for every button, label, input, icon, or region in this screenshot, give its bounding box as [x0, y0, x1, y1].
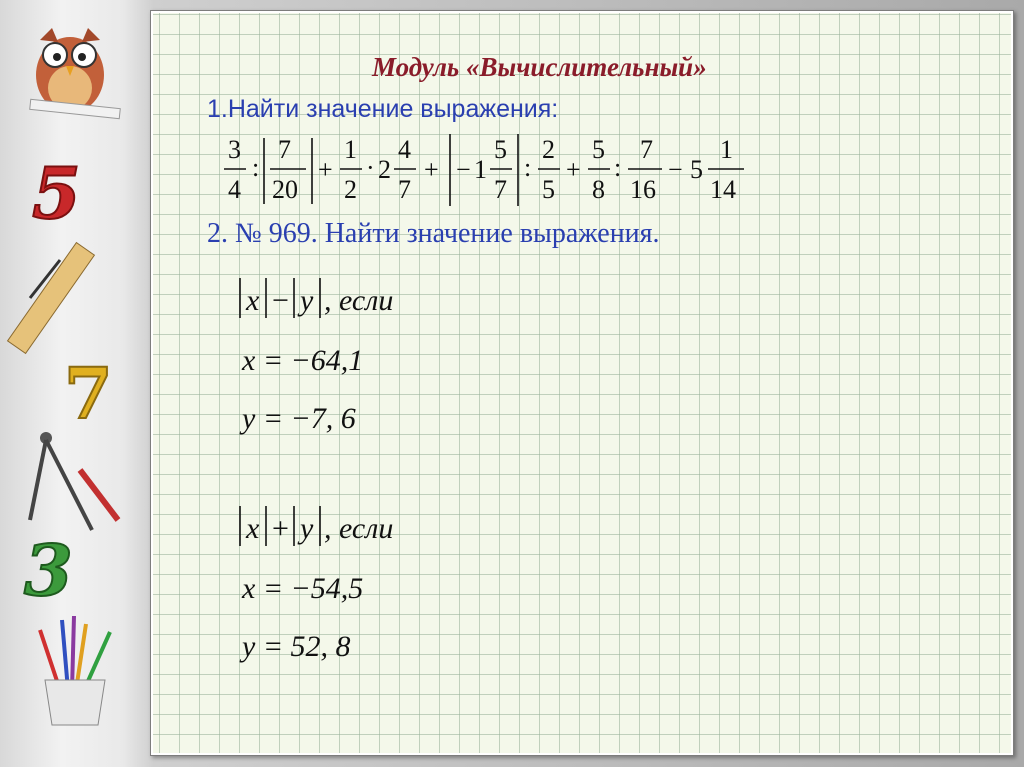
part-b-op: +	[272, 512, 289, 545]
mixed-1-5-7-den: 7	[494, 175, 507, 204]
part-a-word: , если	[324, 284, 394, 317]
part-b-y: y	[300, 512, 314, 545]
digit-three-icon: 3	[24, 529, 73, 612]
part-b-x-value: x = −54,5	[242, 572, 364, 605]
mixed-2-4-7-whole: 2	[378, 155, 391, 184]
mixed-5-1-14-whole: 5	[690, 155, 703, 184]
part-a-x-value: x = −64,1	[242, 344, 364, 377]
frac-5-8-den: 8	[592, 175, 605, 204]
frac-5-8-num: 5	[592, 135, 605, 164]
part-b-y-value: y = 52, 8	[242, 630, 351, 663]
part-a-y-value: y = −7, 6	[242, 402, 356, 435]
mixed-5-1-14-num: 1	[720, 135, 733, 164]
part-a-x: x	[246, 284, 260, 317]
task2-part-a	[230, 270, 490, 450]
part-a-op: −	[272, 284, 289, 317]
frac-1-2-num: 1	[344, 135, 357, 164]
task1-label: 1.Найти значение выражения:	[207, 95, 559, 123]
decor-sidebar	[0, 0, 150, 767]
mixed-2-4-7-den: 7	[398, 175, 411, 204]
svg-text::: :	[252, 153, 260, 182]
frac-7-20-den: 20	[272, 175, 298, 204]
svg-text:+: +	[318, 155, 333, 184]
mixed-1-5-7-num: 5	[494, 135, 507, 164]
task1-expression	[220, 130, 790, 212]
frac-2-5-den: 5	[542, 175, 555, 204]
pencil-cup-icon	[40, 616, 110, 725]
digit-seven-icon: 7	[64, 352, 113, 435]
frac-7-16-num: 7	[640, 135, 653, 164]
part-a-y: y	[300, 284, 314, 317]
mixed-2-4-7-num: 4	[398, 135, 411, 164]
svg-text::: :	[524, 153, 532, 182]
part-b-word: , если	[324, 512, 394, 545]
part-b-x: x	[246, 512, 260, 545]
svg-text::: :	[614, 153, 622, 182]
mixed-1-5-7-whole: 1	[474, 155, 487, 184]
mixed-5-1-14-den: 14	[710, 175, 736, 204]
frac-3-4-num: 3	[228, 135, 241, 164]
page-title: Модуль «Вычислительный»	[372, 52, 707, 82]
compass-icon	[30, 432, 118, 530]
digit-five-icon: 5	[32, 152, 81, 235]
owl-icon	[30, 28, 121, 119]
svg-text:+: +	[424, 155, 439, 184]
svg-text:+: +	[566, 155, 581, 184]
ruler-icon	[8, 243, 95, 354]
svg-text:−: −	[456, 155, 471, 184]
task2-label: 2. № 969. Найти значение выражения.	[207, 218, 660, 249]
frac-1-2-den: 2	[344, 175, 357, 204]
frac-7-20-num: 7	[278, 135, 291, 164]
frac-3-4-den: 4	[228, 175, 241, 204]
frac-7-16-den: 16	[630, 175, 656, 204]
svg-text:·: ·	[366, 153, 375, 182]
task2-part-b	[230, 498, 490, 678]
svg-text:−: −	[668, 155, 683, 184]
frac-2-5-num: 2	[542, 135, 555, 164]
